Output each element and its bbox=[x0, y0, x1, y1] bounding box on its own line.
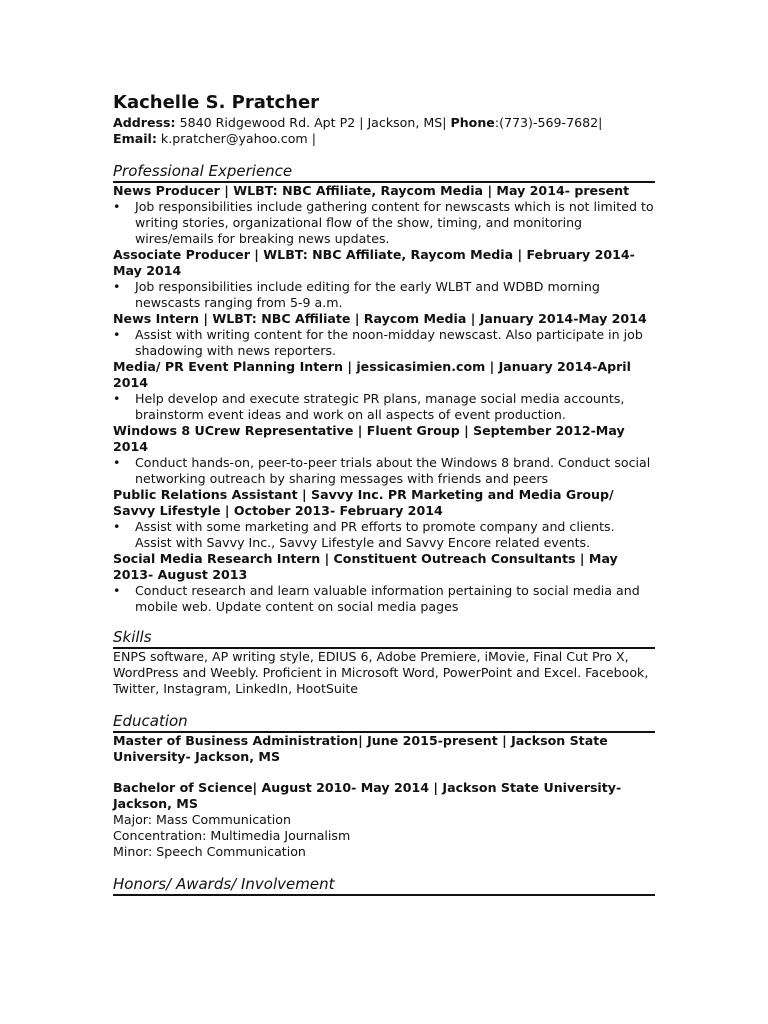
bullet-text: Job responsibilities include gathering content for newscasts which is not limited to writing stories, organizational flow of the show, timing, and monitoring wires/emails for breaking news updates. bbox=[135, 199, 654, 246]
job-bullets bbox=[113, 327, 655, 359]
job-bullet bbox=[113, 327, 655, 359]
bullet-text: Assist with some marketing and PR efforts to promote company and clients. Assist with Savvy Inc., Savvy Lifestyle and Savvy Encore related events. bbox=[135, 519, 615, 550]
experience-heading: Professional Experience bbox=[113, 162, 655, 183]
phone-value: :(773)-569-7682| bbox=[494, 115, 603, 130]
phone-label: Phone bbox=[450, 115, 495, 130]
job-bullet bbox=[113, 279, 655, 311]
job-title: Media/ PR Event Planning Intern | jessicasimien.com | January 2014-April 2014 bbox=[113, 359, 631, 390]
job-bullets bbox=[113, 279, 655, 311]
minor-line: Minor: Speech Communication bbox=[113, 844, 306, 859]
job-entry bbox=[113, 247, 655, 311]
skills-text: ENPS software, AP writing style, EDIUS 6, Adobe Premiere, iMovie, Final Cut Pro X, WordPress and Weebly. Proficient in Microsoft Word, PowerPoint and Excel. Facebook, Twitter, Instagram, LinkedIn, HootSuite bbox=[113, 649, 649, 696]
skills-heading: Skills bbox=[113, 628, 655, 649]
job-bullet bbox=[113, 199, 655, 247]
email-line bbox=[113, 131, 655, 147]
job-bullets bbox=[113, 455, 655, 487]
email-value: k.pratcher@yahoo.com | bbox=[156, 131, 316, 146]
bullet-glyph: • bbox=[113, 199, 121, 214]
job-bullets bbox=[113, 583, 655, 615]
bullet-text: Conduct hands-on, peer-to-peer trials about the Windows 8 brand. Conduct social networking outreach by sharing messages with friends and peers bbox=[135, 455, 651, 486]
bullet-text: Job responsibilities include editing for the early WLBT and WDBD morning newscasts ranging from 5-9 a.m. bbox=[135, 279, 600, 310]
job-title: News Producer | WLBT: NBC Affiliate, Raycom Media | May 2014- present bbox=[113, 183, 630, 198]
education-heading: Education bbox=[113, 712, 655, 733]
candidate-name: Kachelle S. Pratcher bbox=[113, 92, 320, 113]
job-entry bbox=[113, 551, 655, 615]
job-bullets bbox=[113, 519, 655, 551]
job-bullets bbox=[113, 391, 655, 423]
job-title: Associate Producer | WLBT: NBC Affiliate, Raycom Media | February 2014-May 2014 bbox=[113, 247, 635, 278]
degree-masters: Master of Business Administration| June 2015-present | Jackson State University- Jackson, MS bbox=[113, 733, 608, 764]
job-bullets bbox=[113, 199, 655, 247]
major-line: Major: Mass Communication bbox=[113, 812, 291, 827]
job-bullet bbox=[113, 519, 655, 551]
experience-list bbox=[113, 183, 655, 615]
address-label: Address: bbox=[113, 115, 176, 130]
bullet-glyph: • bbox=[113, 327, 121, 342]
bullet-text: Conduct research and learn valuable information pertaining to social media and mobile web. Update content on social media pages bbox=[135, 583, 640, 614]
job-entry bbox=[113, 359, 655, 423]
job-entry bbox=[113, 311, 655, 359]
bullet-glyph: • bbox=[113, 455, 121, 470]
bullet-glyph: • bbox=[113, 519, 121, 534]
bullet-text: Assist with writing content for the noon-midday newscast. Also participate in job shadowing with news reporters. bbox=[135, 327, 643, 358]
job-title: Social Media Research Intern | Constituent Outreach Consultants | May 2013- August 2013 bbox=[113, 551, 618, 582]
job-bullet bbox=[113, 455, 655, 487]
bullet-glyph: • bbox=[113, 583, 121, 598]
job-entry bbox=[113, 183, 655, 247]
honors-heading: Honors/ Awards/ Involvement bbox=[113, 875, 655, 896]
job-title: Windows 8 UCrew Representative | Fluent Group | September 2012-May 2014 bbox=[113, 423, 625, 454]
bullet-text: Help develop and execute strategic PR plans, manage social media accounts, brainstorm event ideas and work on all aspects of event production. bbox=[135, 391, 625, 422]
job-title: News Intern | WLBT: NBC Affiliate | Raycom Media | January 2014-May 2014 bbox=[113, 311, 647, 326]
email-label: Email: bbox=[113, 131, 157, 146]
job-title: Public Relations Assistant | Savvy Inc. PR Marketing and Media Group/ Savvy Lifestyle | October 2013- February 2014 bbox=[113, 487, 614, 518]
concentration-line: Concentration: Multimedia Journalism bbox=[113, 828, 351, 843]
job-bullet bbox=[113, 583, 655, 615]
job-entry bbox=[113, 423, 655, 487]
job-bullet bbox=[113, 391, 655, 423]
address-value: 5840 Ridgewood Rd. Apt P2 | Jackson, MS| bbox=[175, 115, 451, 130]
job-entry bbox=[113, 487, 655, 551]
bullet-glyph: • bbox=[113, 391, 121, 406]
bullet-glyph: • bbox=[113, 279, 121, 294]
degree-bachelors: Bachelor of Science| August 2010- May 2014 | Jackson State University- Jackson, MS bbox=[113, 780, 622, 811]
resume-content bbox=[113, 92, 655, 896]
address-line bbox=[113, 115, 655, 131]
